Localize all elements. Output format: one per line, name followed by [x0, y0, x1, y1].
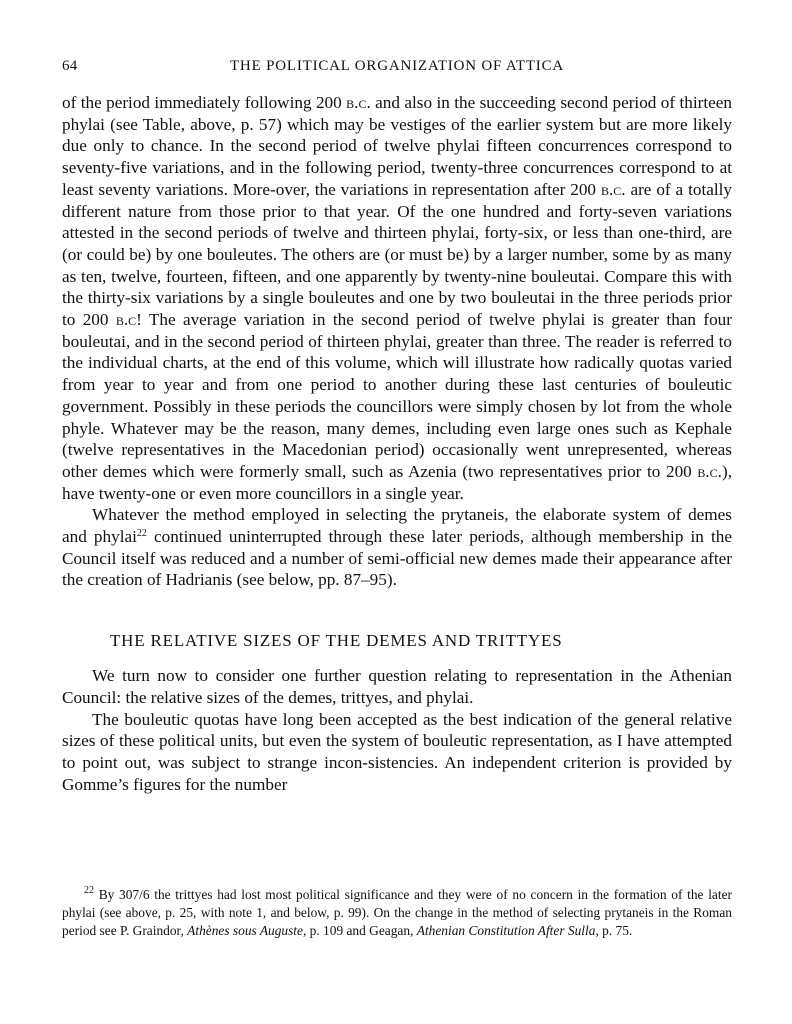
footnote-number: 22 — [84, 885, 94, 896]
running-head — [62, 58, 732, 78]
footnote — [62, 886, 732, 941]
section-heading: THE RELATIVE SIZES OF THE DEMES AND TRITTYES — [110, 631, 563, 651]
paragraph-prytaneis: Whatever the method employed in selecting the prytaneis, the elaborate system of demes and phylai$^{22}$ continued uninterrupted through these later periods, although membership in the Council itself was reduced and a number of semi-official new demes made their appearance after the creation of Hadrianis (see below, pp. 87–95). — [62, 505, 732, 590]
footnote-reference[interactable]: 22 — [136, 528, 147, 540]
footnote-22: $^{22}$ By 307/6 the trittyes had lost most political significance and they were of no concern in the formation of the later phylai (see above, p. 25, with note 1, and below, p. 99). On the change in the method of selecting prytaneis in the Roman period see P. Graindor, Athènes sous Auguste, p. 109 and Geagan, Athenian Constitution After Sulla, p. 75. — [62, 885, 732, 939]
running-title: THE POLITICAL ORGANIZATION OF ATTICA — [229, 58, 565, 74]
body-text — [62, 92, 732, 795]
paragraph-continuation: of the period immediately following 200 b.c. and also in the succeeding second period of thirteen phylai (see Table, above, p. 57) which may be vestiges of the earlier system but are more likely due only to chance. In the second period of twelve phylai fifteen concurrences correspond to seventy-five variations, and in the following period, twenty-three concurrences correspond to at least seventy variations. More-over, the variations in representation after 200 b.c. are of a totally different nature from those prior to that year. Of the one hundred and forty-seven variations attested in the second periods of twelve and thirteen phylai, forty-six, or less than one-third, are (or could be) by one bouleutes. The others are (or must be) by a larger number, some by as many as ten, twelve, fourteen, fifteen, and one apparently by twenty-nine bouleutai. Compare this with the thirty-six variations by a single bouleutes and one by two bouleutai in the three periods prior to 200 b.c! The average variation in the second period of twelve phylai is greater than four bouleutai, and in the second period of thirteen phylai, greater than three. The reader is referred to the individual charts, at the end of this volume, which will illustrate how radically quotas varied from year to year and from one period to another during these last centuries of bouleutic government. Possibly in these periods the councillors were simply chosen by lot from the whole phyle. Whatever may be the reason, many demes, including even large ones such as Kephale (twelve representatives in the Macedonian period) occasionally went unrepresented, whereas other demes which were formerly small, such as Azenia (two representatives prior to 200 b.c.), have twenty-one or even more councillors in a single year. — [62, 93, 732, 503]
paragraph-quotas: The bouleutic quotas have long been accepted as the best indication of the general relative sizes of these political units, but even the system of bouleutic representation, as I have attempted to point out, was subject to strange incon-sistencies. An independent criterion is provided by Gomme’s figures for the number — [62, 709, 732, 794]
page-number: 64 — [62, 58, 78, 74]
citation-title: Athenian Constitution After Sulla — [416, 923, 596, 939]
citation-title: Athènes sous Auguste — [187, 923, 303, 939]
paragraph-intro: We turn now to consider one further question relating to representation in the Athenian Council: the relative sizes of the demes, trittyes, and phylai. — [62, 666, 732, 707]
